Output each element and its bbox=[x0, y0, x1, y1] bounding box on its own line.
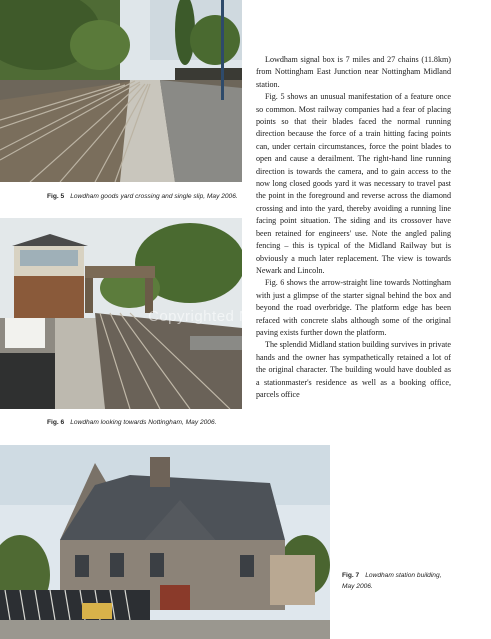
paragraph-signal-box: Lowdham signal box is 7 miles and 27 chains (11.8km) from Nottingham East Junction near Nottingham Midland station. bbox=[256, 55, 451, 89]
figure-5-number: Fig. 5 bbox=[47, 193, 65, 200]
figure-5-text: Lowdham goods yard crossing and single slip, May 2006. bbox=[70, 193, 238, 200]
paragraph-fig-5: Fig. 5 shows an unusual manifestation of a feature once so common. Most railway companies had a fear of placing points so that their blades faced the normal running direction because the force of a train hitting facing points can, under certain circumstances, force the point blades to open and cause a derailment. The right-hand line running direction is towards the camera, and to gain access to the now long closed goods yard it was necessary to travel past the point in the foreground and reverse across the diamond crossing and into the yard, thereby avoiding a running line facing point situation. The siding and its crossover have been retained for engineers' use. Note the angled paling fencing – this is typical of the Midland Railway but is obviously a much later replacement. The view is towards Newark and Lincoln. bbox=[256, 92, 451, 275]
paragraph-station-building: The splendid Midland station building survives in private hands and the owner has sympathetically retained a lot of the original character. The building would have doubled as a stationmaster's residence as well as a booking office, parcels office bbox=[256, 340, 451, 399]
figure-6-text: Lowdham looking towards Nottingham, May 2006. bbox=[70, 419, 217, 426]
figure-5-caption bbox=[47, 192, 247, 201]
photo-goods-yard-crossing bbox=[0, 0, 242, 182]
figure-6-caption bbox=[47, 418, 247, 427]
figure-6-number: Fig. 6 bbox=[47, 419, 65, 426]
figure-7-caption bbox=[342, 570, 447, 592]
watermark: Copyrighted Material bbox=[148, 308, 297, 325]
paragraph-fig-6: Fig. 6 shows the arrow-straight line towards Nottingham with just a glimpse of the starter signal behind the box and beyond the road overbridge. The platform edge has been refaced with concrete slabs although some of the original paving exists further down the platform. bbox=[256, 278, 451, 337]
photo-station-building bbox=[0, 445, 330, 639]
body-text-column bbox=[256, 54, 451, 401]
figure-7-number: Fig. 7 bbox=[342, 572, 360, 579]
figure-7-text: Lowdham station building, May 2006. bbox=[342, 572, 442, 590]
